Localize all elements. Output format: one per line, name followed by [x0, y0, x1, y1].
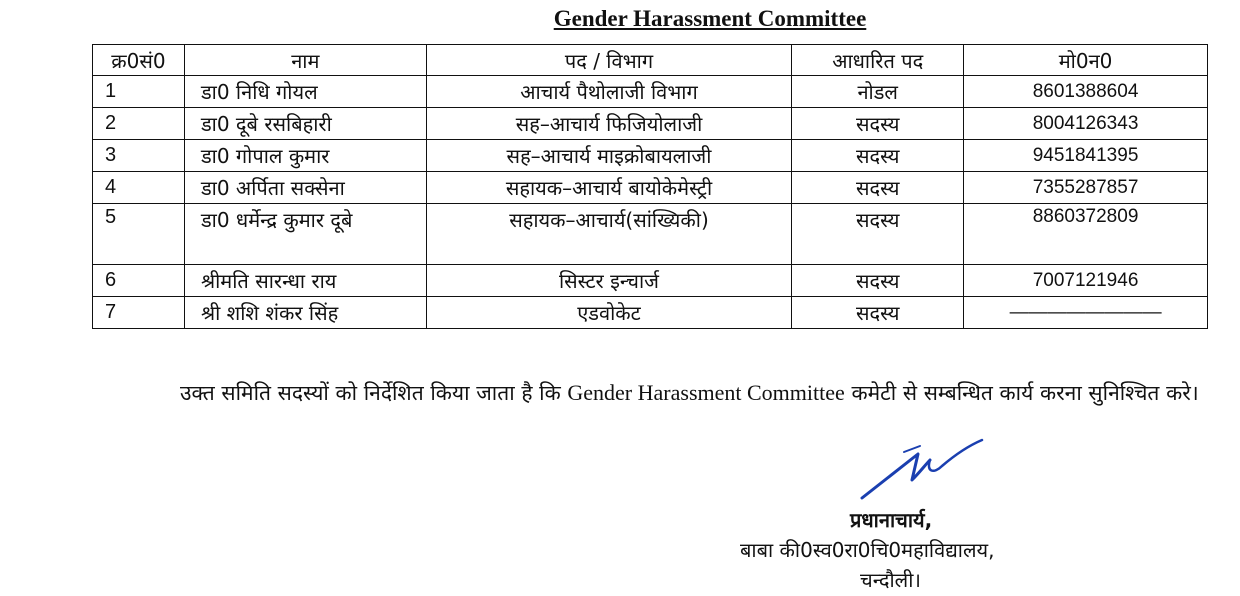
row-mobile: 9451841395	[964, 140, 1208, 172]
row-serial: 6	[93, 265, 185, 297]
signature-stroke	[929, 440, 982, 471]
table-row	[93, 204, 1208, 265]
row-mobile: 7007121946	[964, 265, 1208, 297]
row-serial: 4	[93, 172, 185, 204]
row-mobile: 8860372809	[964, 204, 1208, 265]
table-row	[93, 297, 1208, 329]
row-role: सदस्य	[792, 172, 964, 204]
table-row	[93, 76, 1208, 108]
title-text: Gender Harassment Committee	[553, 6, 867, 31]
signature-block	[740, 505, 1100, 595]
row-name: श्री शशि शंकर सिंह	[184, 297, 426, 329]
row-designation: सह–आचार्य माइक्रोबायलाजी	[426, 140, 792, 172]
row-designation: एडवोकेट	[426, 297, 792, 329]
table-row	[93, 108, 1208, 140]
row-mobile: 8601388604	[964, 76, 1208, 108]
row-name: डा0 अर्पिता सक्सेना	[184, 172, 426, 204]
table-header-row	[93, 45, 1208, 76]
row-mobile: 7355287857	[964, 172, 1208, 204]
committee-members-table	[92, 44, 1208, 329]
paragraph-text-end: कमेटी से सम्बन्धित कार्य करना सुनिश्चित करे।	[844, 381, 1199, 405]
row-designation: सहायक–आचार्य बायोकेमेस्ट्री	[426, 172, 792, 204]
row-name: डा0 गोपाल कुमार	[184, 140, 426, 172]
header-name: नाम	[184, 45, 426, 76]
principal-signature	[860, 432, 990, 502]
row-designation: आचार्य पैथोलाजी विभाग	[426, 76, 792, 108]
row-name: डा0 धर्मेन्द्र कुमार दूबे	[184, 204, 426, 265]
signature-stroke	[862, 454, 930, 498]
row-role: सदस्य	[792, 204, 964, 265]
row-role: सदस्य	[792, 297, 964, 329]
place-name: चन्दौली।	[860, 568, 921, 592]
signature-stroke	[904, 446, 920, 452]
row-serial: 7	[93, 297, 185, 329]
row-name: श्रीमति सारन्धा राय	[184, 265, 426, 297]
row-mobile: ————————	[964, 297, 1208, 329]
row-serial: 3	[93, 140, 185, 172]
paragraph-text-start: उक्त समिति सदस्यों को निर्देशित किया जाता है कि	[180, 381, 568, 405]
table-row	[93, 265, 1208, 297]
row-mobile: 8004126343	[964, 108, 1208, 140]
instruction-paragraph	[100, 374, 1200, 412]
header-committee-role: आधारित पद	[792, 45, 964, 76]
row-role: सदस्य	[792, 108, 964, 140]
header-mobile: मो0न0	[964, 45, 1208, 76]
row-role: नोडल	[792, 76, 964, 108]
row-designation: सह–आचार्य फिजियोलाजी	[426, 108, 792, 140]
row-name: डा0 दूबे रसबिहारी	[184, 108, 426, 140]
row-serial: 2	[93, 108, 185, 140]
row-designation: सहायक–आचार्य(सांख्यिकी)	[426, 204, 792, 265]
college-name: बाबा की0स्व0रा0चि0महाविद्यालय,	[740, 538, 995, 562]
row-serial: 5	[93, 204, 185, 265]
row-role: सदस्य	[792, 265, 964, 297]
paragraph-committee-name: Gender Harassment Committee	[567, 380, 845, 405]
document-title	[0, 6, 1240, 32]
row-name: डा0 निधि गोयल	[184, 76, 426, 108]
signatory-designation: प्रधानाचार्य,	[850, 508, 933, 532]
row-designation: सिस्टर इन्चार्ज	[426, 265, 792, 297]
table-row	[93, 140, 1208, 172]
header-serial-number: क्र0सं0	[93, 45, 185, 76]
table-row	[93, 172, 1208, 204]
row-role: सदस्य	[792, 140, 964, 172]
header-designation: पद / विभाग	[426, 45, 792, 76]
row-serial: 1	[93, 76, 185, 108]
